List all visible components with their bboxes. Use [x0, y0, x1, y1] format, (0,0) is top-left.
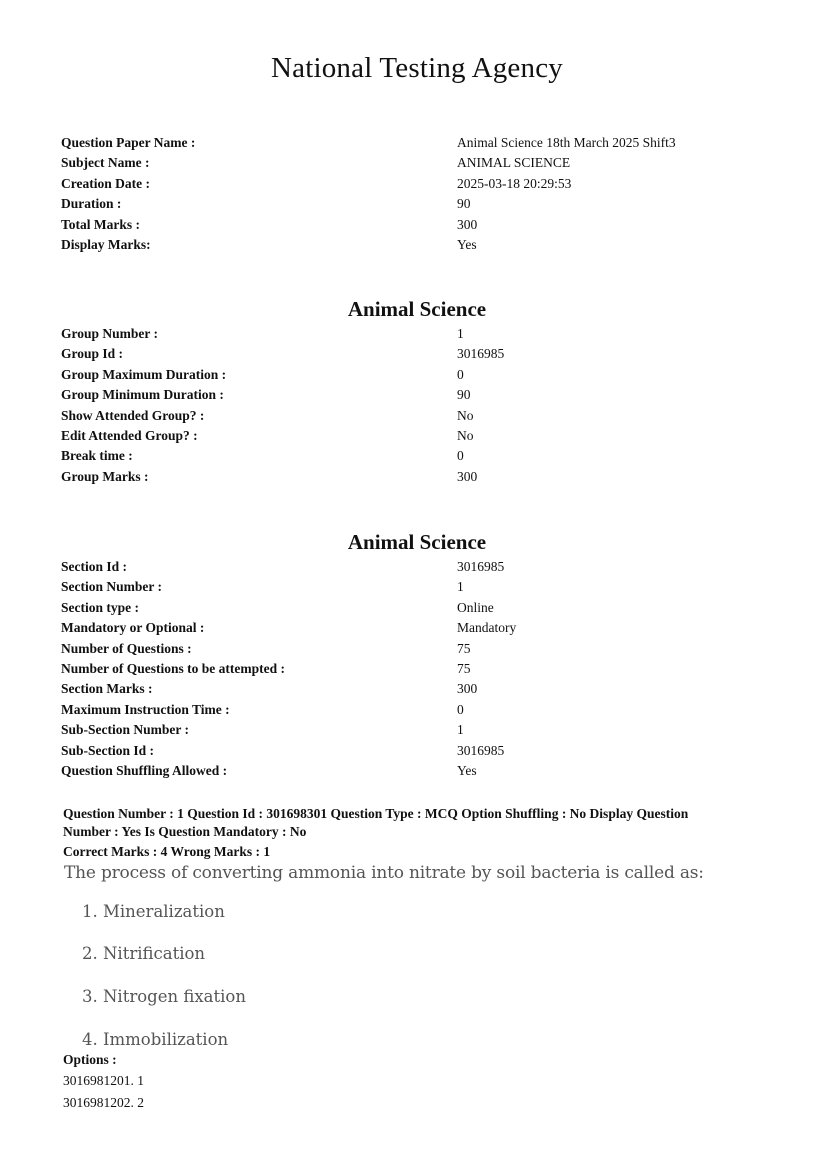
options-label: Options :	[63, 1052, 117, 1067]
question-meta	[63, 805, 763, 861]
field-label: Section type :	[61, 599, 139, 615]
field-value: 0	[457, 366, 464, 382]
answer-choice: 2. Nitrification	[82, 944, 206, 963]
paper-info-row	[61, 215, 761, 235]
field-value: 300	[457, 216, 478, 232]
group-info-row	[61, 406, 761, 426]
field-label: Maximum Instruction Time :	[61, 701, 230, 717]
field-value: 3016985	[457, 559, 505, 574]
group-info-table	[61, 324, 761, 487]
section-info-row	[61, 598, 761, 618]
field-label: Mandatory or Optional :	[61, 620, 205, 636]
field-value: 300	[457, 681, 478, 697]
paper-info-row	[61, 133, 761, 153]
field-value: Mandatory	[457, 620, 517, 636]
answer-choice: 4. Immobilization	[82, 1030, 229, 1049]
field-label: Group Number :	[61, 326, 159, 341]
field-label: Number of Questions :	[61, 640, 192, 656]
field-value: 3016985	[457, 346, 505, 362]
group-info-row	[61, 365, 761, 385]
field-value: ANIMAL SCIENCE	[457, 155, 571, 171]
question-meta-line: Number : Yes Is Question Mandatory : No	[63, 824, 307, 839]
group-info-row	[61, 446, 761, 466]
field-value: 90	[457, 387, 471, 403]
section-info-row	[61, 577, 761, 597]
option-id: 3016981202. 2	[63, 1095, 144, 1110]
group-info-row	[61, 426, 761, 446]
section-info-table	[61, 557, 761, 781]
option-id: 3016981201. 1	[63, 1073, 144, 1088]
field-value: Online	[457, 599, 494, 615]
answer-choice: 3. Nitrogen fixation	[82, 987, 246, 1006]
answer-choice: 1. Mineralization	[82, 902, 225, 921]
group-info-row	[61, 344, 761, 364]
field-label: Group Minimum Duration :	[61, 387, 224, 403]
field-value: 2025-03-18 20:29:53	[457, 175, 572, 191]
field-value: No	[457, 427, 474, 443]
field-label: Section Id :	[61, 559, 128, 574]
section-info-row	[61, 557, 761, 577]
field-value: 1	[457, 579, 464, 595]
field-label: Show Attended Group? :	[61, 407, 205, 423]
group-info-row	[61, 385, 761, 405]
page-title: National Testing Agency	[271, 52, 563, 84]
field-label: Section Number :	[61, 579, 162, 595]
field-label: Total Marks :	[61, 216, 141, 232]
field-label: Group Maximum Duration :	[61, 366, 227, 382]
field-value: 3016985	[457, 742, 505, 758]
section-info-row	[61, 761, 761, 781]
field-value: 300	[457, 468, 478, 484]
field-label: Section Marks :	[61, 681, 153, 697]
paper-info-row	[61, 153, 761, 173]
paper-info-row	[61, 174, 761, 194]
field-value: Yes	[457, 762, 477, 778]
field-label: Break time :	[61, 448, 133, 464]
paper-info-row	[61, 235, 761, 255]
field-label: Subject Name :	[61, 155, 150, 171]
section-heading: Animal Science	[347, 530, 487, 554]
field-label: Number of Questions to be attempted :	[61, 660, 285, 676]
field-value: Yes	[457, 236, 477, 252]
section-info-row	[61, 720, 761, 740]
field-value: Animal Science 18th March 2025 Shift3	[457, 135, 676, 150]
section-info-row	[61, 618, 761, 638]
group-info-row	[61, 324, 761, 344]
paper-info-row	[61, 194, 761, 214]
group-heading: Animal Science	[347, 297, 487, 321]
group-info-row	[61, 467, 761, 487]
field-value: No	[457, 407, 474, 423]
field-value: 1	[457, 326, 464, 341]
field-label: Question Paper Name :	[61, 135, 196, 150]
question-text: The process of converting ammonia into nitrate by soil bacteria is called as:	[64, 863, 704, 883]
field-label: Group Id :	[61, 346, 124, 362]
field-value: 0	[457, 448, 464, 464]
field-label: Creation Date :	[61, 175, 150, 191]
field-label: Question Shuffling Allowed :	[61, 762, 228, 778]
section-info-row	[61, 659, 761, 679]
field-label: Edit Attended Group? :	[61, 427, 198, 443]
section-info-row	[61, 679, 761, 699]
question-meta-line: Question Number : 1 Question Id : 301698301 Question Type : MCQ Option Shuffling : No Display Question	[63, 806, 689, 821]
field-value: 75	[457, 640, 471, 656]
field-label: Sub-Section Number :	[61, 722, 190, 738]
field-label: Sub-Section Id :	[61, 742, 155, 758]
question-marks: Correct Marks : 4 Wrong Marks : 1	[63, 844, 271, 859]
field-value: 90	[457, 196, 471, 212]
field-value: 75	[457, 660, 471, 676]
section-info-row	[61, 741, 761, 761]
field-value: 1	[457, 722, 464, 738]
section-info-row	[61, 700, 761, 720]
paper-info-table	[61, 133, 761, 255]
field-value: 0	[457, 701, 464, 717]
section-info-row	[61, 639, 761, 659]
field-label: Group Marks :	[61, 468, 149, 484]
field-label: Display Marks:	[61, 236, 151, 252]
field-label: Duration :	[61, 196, 122, 212]
